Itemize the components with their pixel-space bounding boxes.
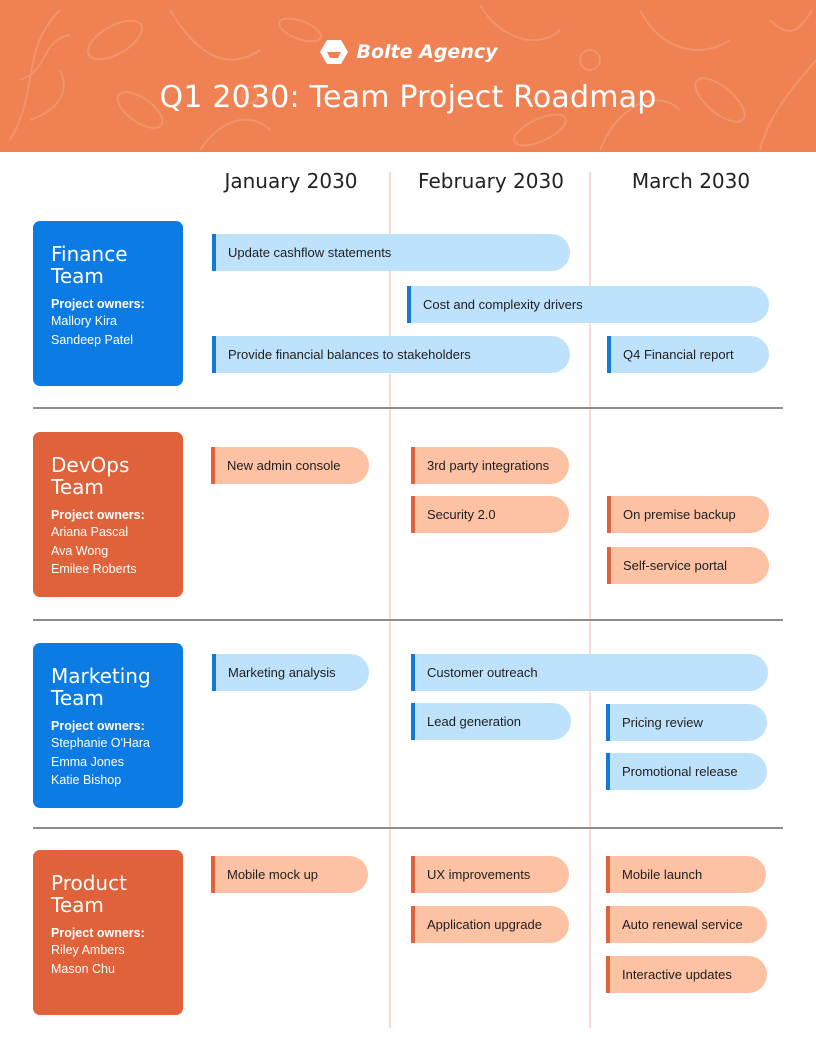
owners-label: Project owners: bbox=[51, 926, 145, 940]
month-january: January 2030 bbox=[224, 169, 358, 193]
team-card-marketing bbox=[33, 643, 183, 808]
task-bar: Application upgrade bbox=[411, 906, 569, 943]
task-bar: 3rd party integrations bbox=[411, 447, 569, 484]
owners-label: Project owners: bbox=[51, 297, 145, 311]
task-bar: Customer outreach bbox=[411, 654, 768, 691]
owners-label: Project owners: bbox=[51, 508, 145, 522]
task-bar: Provide financial balances to stakeholders bbox=[212, 336, 570, 373]
header-banner bbox=[0, 0, 816, 152]
task-bar: Security 2.0 bbox=[411, 496, 569, 533]
task-bar: Auto renewal service bbox=[606, 906, 767, 943]
team-card-product bbox=[33, 850, 183, 1015]
team-card-finance bbox=[33, 221, 183, 386]
team-card-devops bbox=[33, 432, 183, 597]
task-bar: Lead generation bbox=[411, 703, 571, 740]
team-name: DevOps Team bbox=[51, 453, 130, 499]
owner-name: Mallory Kira bbox=[51, 314, 117, 328]
month-february: February 2030 bbox=[418, 169, 564, 193]
owner-name: Emma Jones bbox=[51, 754, 124, 769]
task-bar: New admin console bbox=[211, 447, 369, 484]
row-divider bbox=[33, 619, 783, 621]
page-title: Q1 2030: Team Project Roadmap bbox=[159, 80, 657, 115]
row-divider bbox=[33, 407, 783, 409]
owners-label: Project owners: bbox=[51, 719, 145, 733]
row-divider bbox=[33, 827, 783, 829]
team-name: Finance Team bbox=[51, 242, 128, 288]
task-bar: Cost and complexity drivers bbox=[407, 286, 769, 323]
owner-name: Riley Ambers bbox=[51, 943, 125, 957]
task-bar: Update cashflow statements bbox=[212, 234, 570, 271]
hexagon-logo-icon bbox=[319, 38, 349, 66]
task-bar: On premise backup bbox=[607, 496, 769, 533]
task-bar: Marketing analysis bbox=[212, 654, 369, 691]
owner-name: Emilee Roberts bbox=[51, 562, 137, 576]
brand-name: Bolte Agency bbox=[356, 41, 498, 63]
owner-name: Katie Bishop bbox=[51, 773, 122, 787]
month-march: March 2030 bbox=[631, 169, 751, 193]
owner-name: Sandeep Patel bbox=[51, 332, 134, 347]
brand bbox=[0, 38, 816, 66]
task-bar: Self-service portal bbox=[607, 547, 769, 584]
task-bar: Promotional release bbox=[606, 753, 767, 790]
column-divider bbox=[389, 172, 391, 1028]
owner-name: Mason Chu bbox=[51, 961, 115, 976]
leaf-pattern-background bbox=[0, 0, 816, 152]
owner-name: Ava Wong bbox=[51, 543, 109, 558]
task-bar: Mobile launch bbox=[606, 856, 766, 893]
owner-name: Stephanie O'Hara bbox=[51, 736, 150, 750]
team-name: Product Team bbox=[51, 871, 127, 917]
task-bar: UX improvements bbox=[411, 856, 569, 893]
task-bar: Interactive updates bbox=[606, 956, 767, 993]
team-name: Marketing Team bbox=[51, 664, 151, 710]
task-bar: Pricing review bbox=[606, 704, 767, 741]
task-bar: Mobile mock up bbox=[211, 856, 368, 893]
owner-name: Ariana Pascal bbox=[51, 525, 129, 539]
task-bar: Q4 Financial report bbox=[607, 336, 769, 373]
